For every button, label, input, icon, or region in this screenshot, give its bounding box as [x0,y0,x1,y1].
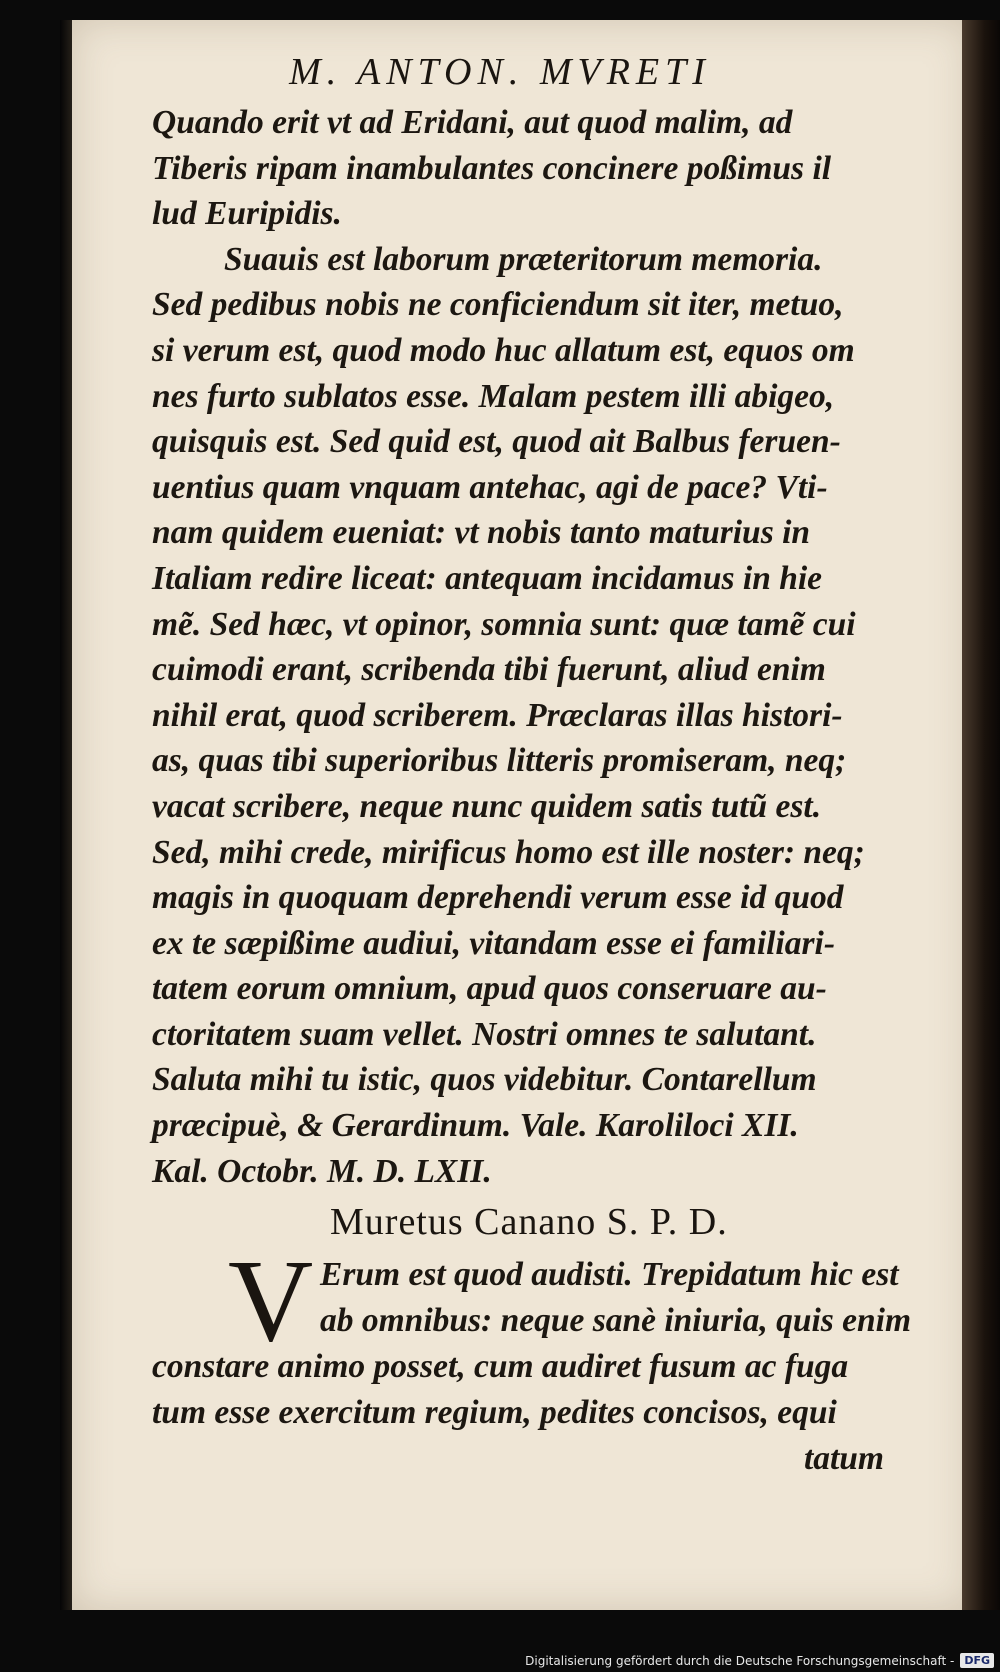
text-line: Quando erit vt ad Eridani, aut quod malim, ad [152,104,793,141]
text-line: Kal. Octobr. M. D. LXII. [152,1152,492,1190]
text-line: Erum est quod audisti. Trepidatum hic est [320,1256,899,1293]
text-line: cuimodi erant, scribenda tibi fuerunt, aliud enim [152,651,826,689]
catchword: tatum [803,1440,884,1477]
text-line: uentius quam vnquam antehac, agi de pace? Vti- [152,468,828,506]
text-line: as, quas tibi superioribus litteris promiseram, neq; [152,742,847,780]
text-line: Tiberis ripam inambulantes concinere poßimus il [152,149,832,187]
funding-credit: Digitalisierung gefördert durch die Deutsche Forschungsgemeinschaft - [525,1653,955,1668]
letter-2-body [152,1252,932,1482]
text-line: magis in quoquam deprehendi verum esse id quod [152,879,844,917]
text-line: nihil erat, quod scriberem. Præclaras illas histori- [152,696,843,734]
text-line: vacat scribere, neque nunc quidem satis tutũ est. [152,787,822,825]
text-line: Sed pedibus nobis ne conficiendum sit iter, metuo, [152,286,844,324]
text-line: constare animo posset, cum audiret fusum ac fuga [152,1348,849,1385]
text-line: nam quidem eueniat: vt nobis tanto maturius in [152,514,811,552]
running-title: M. ANTON. MVRETI [289,51,711,93]
text-line: ex te sæpißime audiui, vitandam esse ei familiari- [152,924,835,962]
text-line: Suauis est laborum præteritorum memoria. [224,240,823,278]
text-line: Saluta mihi tu istic, quos videbitur. Contarellum [152,1061,817,1099]
text-line: ctoritatem suam vellet. Nostri omnes te salutant. [152,1015,817,1053]
text-line: quisquis est. Sed quid est, quod ait Balbus feruen- [152,423,841,461]
right-page-edge [962,20,1000,1610]
text-line: Sed, mihi crede, mirificus homo est ille noster: neq; [152,833,865,871]
text-line: tum esse exercitum regium, pedites concisos, equi [152,1394,837,1431]
text-line: ab omnibus: neque sanè iniuria, quis enim [320,1302,912,1339]
text-line: mẽ. Sed hæc, vt opinor, somnia sunt: quæ tamẽ cui [152,605,856,643]
letter-1-body [152,100,932,1194]
drop-cap: V [228,1235,314,1366]
text-line: tatem eorum omnium, apud quos conseruare au- [152,970,827,1008]
text-line: præcipuè, & Gerardinum. Vale. Karoliloci XII. [152,1107,799,1145]
dfg-logo: DFG [960,1653,994,1668]
text-line: si verum est, quod modo huc allatum est, equos om [152,331,855,369]
text-line: nes furto sublatos esse. Malam pestem illi abigeo, [152,377,835,415]
text-line: lud Euripidis. [152,195,342,233]
letter-2-heading: Muretus Canano S. P. D. [330,1201,728,1243]
digitization-footer [525,1653,994,1668]
text-line: Italiam redire liceat: antequam incidamus in hie [152,559,823,597]
